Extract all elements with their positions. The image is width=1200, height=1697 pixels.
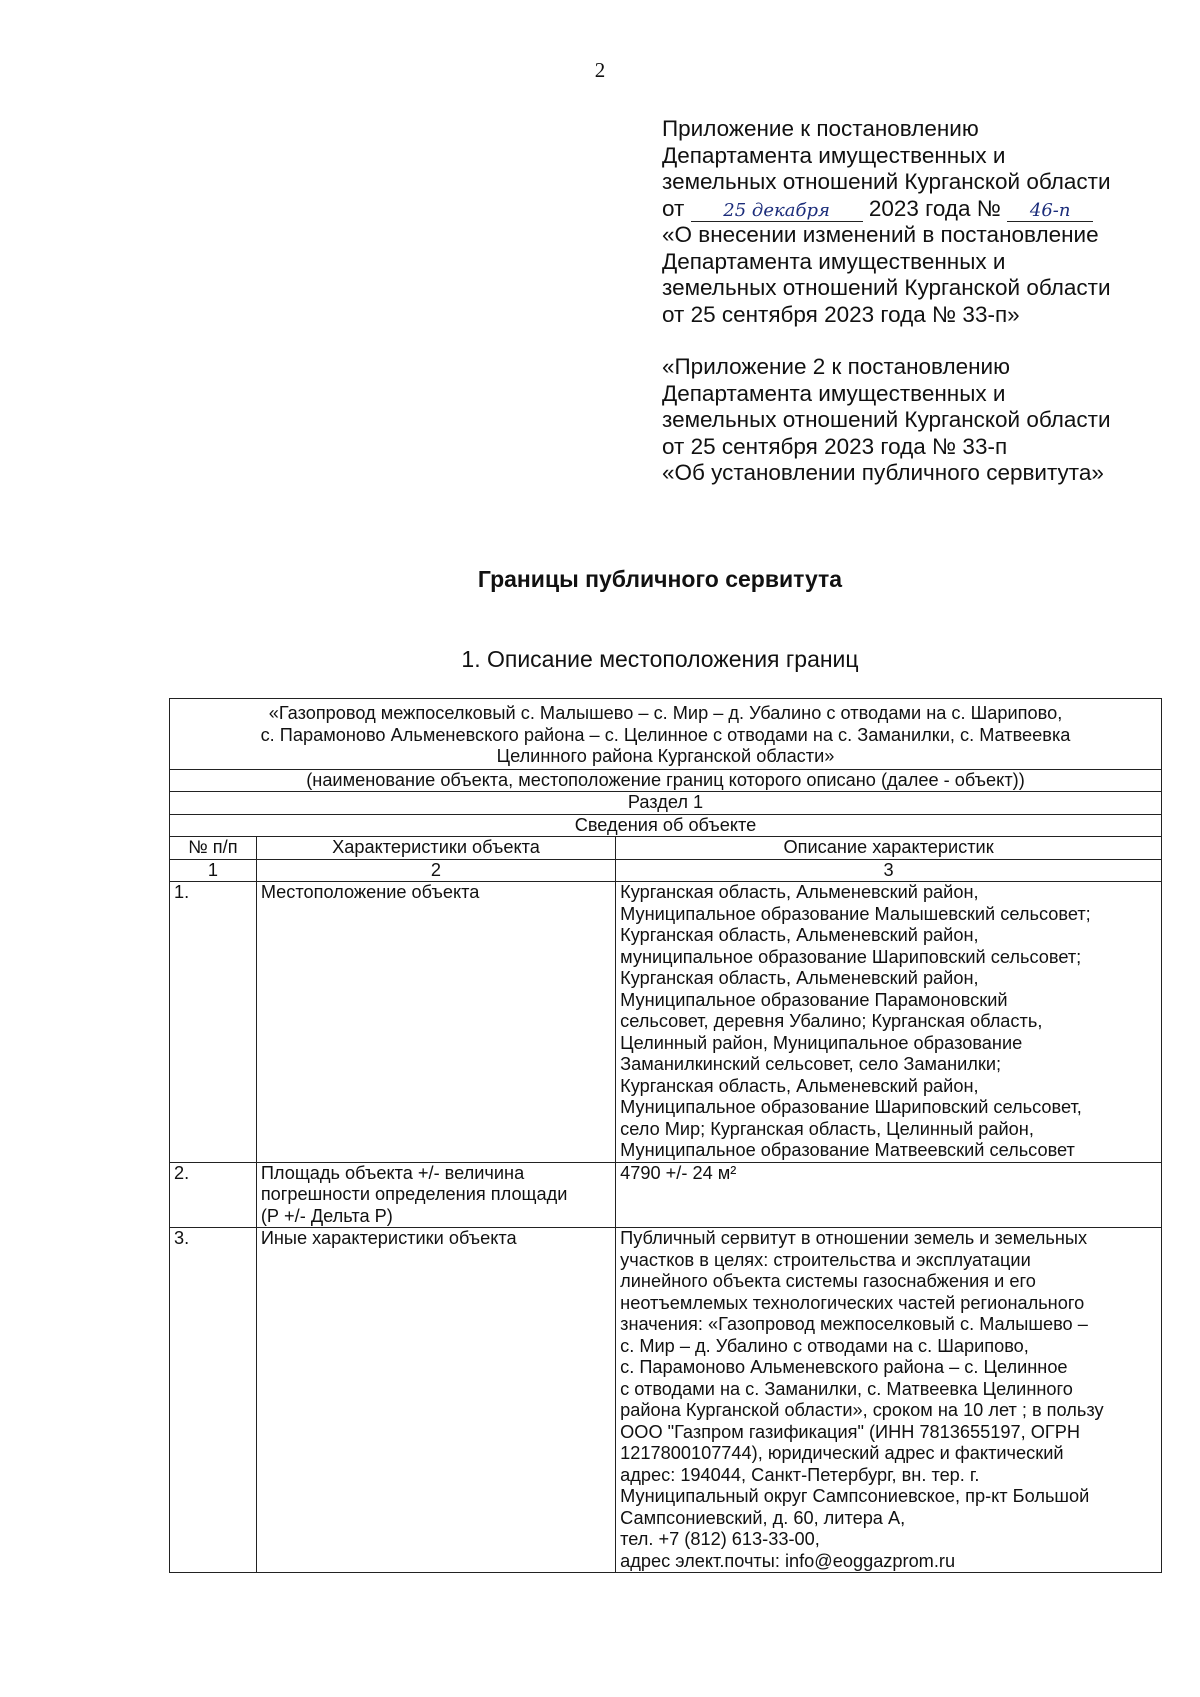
- table-row: [170, 1162, 1162, 1228]
- object-name-line: с. Парамоново Альменевского района – с. Целинное с отводами на с. Заманилки, с. Матвеевка: [260, 724, 1071, 745]
- handwritten-number: 46-п: [1007, 201, 1093, 222]
- appendix-line: земельных отношений Курганской области: [662, 407, 1111, 432]
- characteristic-line: Площадь объекта +/- величина: [260, 1162, 525, 1183]
- appendix-block: [662, 116, 1182, 487]
- description-line: муниципальное образование Шариповский сельсовет;: [620, 946, 1082, 967]
- column-header: Характеристики объекта: [256, 837, 615, 860]
- description-line: село Мир; Курганская область, Целинный район,: [620, 1118, 1034, 1139]
- appendix-date-line: [662, 196, 1182, 223]
- section-row: [170, 792, 1162, 815]
- section-title: Сведения об объекте: [170, 814, 1162, 837]
- description-line: участков в целях: строительства и эксплуатации: [620, 1249, 1031, 1270]
- handwritten-date: 25 декабря: [691, 201, 863, 222]
- document-subtitle: 1. Описание местоположения границ: [461, 646, 859, 672]
- column-number: 3: [616, 859, 1162, 882]
- characteristic-line: погрешности определения площади: [260, 1184, 568, 1204]
- description-line: Муниципальное образование Шариповский сельсовет,: [620, 1097, 1082, 1117]
- object-name-cell: [170, 699, 1162, 770]
- characteristic-line: (Р +/- Дельта Р): [260, 1205, 393, 1226]
- description-line: значения: «Газопровод межпоселковый с. Малышево –: [620, 1314, 1088, 1334]
- object-name-line: Целинного района Курганской области»: [496, 746, 835, 766]
- description-line: Муниципальное образование Малышевский сельсовет;: [620, 903, 1091, 924]
- description-line: Сампсониевский, д. 60, литера А,: [620, 1507, 906, 1528]
- description-line: Курганская область, Альменевский район,: [620, 882, 979, 902]
- description-line: сельсовет, деревня Убалино; Курганская область,: [620, 1011, 1043, 1031]
- column-header-row: [170, 837, 1162, 860]
- object-caption-row: [170, 769, 1162, 792]
- row-description: [616, 882, 1162, 1163]
- appendix-line: Департамента имущественных и: [662, 380, 1006, 406]
- row-number: 3.: [170, 1228, 257, 1573]
- description-line: Курганская область, Альменевский район,: [620, 968, 979, 988]
- characteristic-line: Местоположение объекта: [260, 882, 480, 902]
- appendix-line: Департамента имущественных и: [662, 142, 1006, 168]
- description-line: 4790 +/- 24 м²: [620, 1162, 737, 1183]
- object-caption: (наименование объекта, местоположение границ которого описано (далее - объект)): [170, 769, 1162, 792]
- table-row: [170, 882, 1162, 1163]
- description-line: Заманилкинский сельсовет, село Заманилки;: [620, 1054, 1002, 1074]
- appendix-line: земельных отношений Курганской области: [662, 275, 1111, 300]
- row-description: [616, 1162, 1162, 1228]
- column-number: 1: [170, 859, 257, 882]
- description-line: неотъемлемых технологических частей регионального: [620, 1292, 1085, 1313]
- description-line: района Курганской области», сроком на 10 лет ; в пользу: [620, 1400, 1104, 1420]
- description-line: Муниципальное образование Парамоновский: [620, 989, 1008, 1010]
- object-name-line: «Газопровод межпоселковый с. Малышево – с. Мир – д. Убалино с отводами на с. Шарипово,: [268, 703, 1063, 723]
- description-line: тел. +7 (812) 613-33-00,: [620, 1529, 820, 1549]
- characteristic-line: Иные характеристики объекта: [260, 1228, 517, 1248]
- description-line: с отводами на с. Заманилки, с. Матвеевка Целинного: [620, 1378, 1073, 1399]
- description-line: адрес: 194044, Санкт-Петербург, вн. тер. г.: [620, 1464, 980, 1485]
- column-number: 2: [256, 859, 615, 882]
- description-line: Муниципальное образование Матвеевский сельсовет: [620, 1140, 1075, 1160]
- appendix-line: Департамента имущественных и: [662, 248, 1006, 274]
- row-characteristic: [256, 1228, 615, 1573]
- description-line: Курганская область, Альменевский район,: [620, 925, 979, 945]
- object-name-row: [170, 699, 1162, 770]
- row-characteristic: [256, 882, 615, 1163]
- description-line: Курганская область, Альменевский район,: [620, 1075, 979, 1096]
- row-number: 2.: [170, 1162, 257, 1228]
- description-line: Муниципальный округ Сампсониевское, пр-кт Большой: [620, 1486, 1090, 1506]
- description-line: адрес элект.почты: info@eoggazprom.ru: [620, 1550, 956, 1571]
- row-characteristic: [256, 1162, 615, 1228]
- appendix-line: от 25 сентября 2023 года № 33-п: [662, 433, 1008, 459]
- column-number-row: [170, 859, 1162, 882]
- description-line: Целинный район, Муниципальное образование: [620, 1032, 1023, 1053]
- description-line: ООО "Газпром газификация" (ИНН 7813655197, ОГРН: [620, 1421, 1080, 1442]
- section-title-row: [170, 814, 1162, 837]
- description-line: 1217800107744), юридический адрес и фактический: [620, 1443, 1064, 1463]
- document-title: Границы публичного сервитута: [477, 566, 843, 592]
- date-prefix: от: [662, 195, 685, 221]
- description-line: с. Мир – д. Убалино с отводами на с. Шарипово,: [620, 1335, 1029, 1356]
- row-description: [616, 1228, 1162, 1573]
- description-line: линейного объекта системы газоснабжения и его: [620, 1271, 1036, 1291]
- description-line: Публичный сервитут в отношении земель и земельных: [620, 1228, 1088, 1248]
- boundaries-table: [169, 698, 1162, 1573]
- appendix-line: от 25 сентября 2023 года № 33-п»: [662, 301, 1020, 327]
- appendix-line: Приложение к постановлению: [662, 116, 979, 141]
- description-line: с. Парамоново Альменевского района – с. Целинное: [620, 1357, 1068, 1377]
- appendix-line: земельных отношений Курганской области: [662, 169, 1111, 194]
- date-year: 2023 года №: [868, 195, 1001, 221]
- column-header: Описание характеристик: [616, 837, 1162, 860]
- column-header: № п/п: [170, 837, 257, 860]
- table-row: [170, 1228, 1162, 1573]
- page-number: 2: [594, 58, 606, 82]
- section-label: Раздел 1: [170, 792, 1162, 815]
- row-number: 1.: [170, 882, 257, 1163]
- appendix-line: «О внесении изменений в постановление: [662, 222, 1099, 247]
- appendix-line: «Об установлении публичного сервитута»: [662, 460, 1104, 485]
- appendix-line: «Приложение 2 к постановлению: [662, 354, 1010, 379]
